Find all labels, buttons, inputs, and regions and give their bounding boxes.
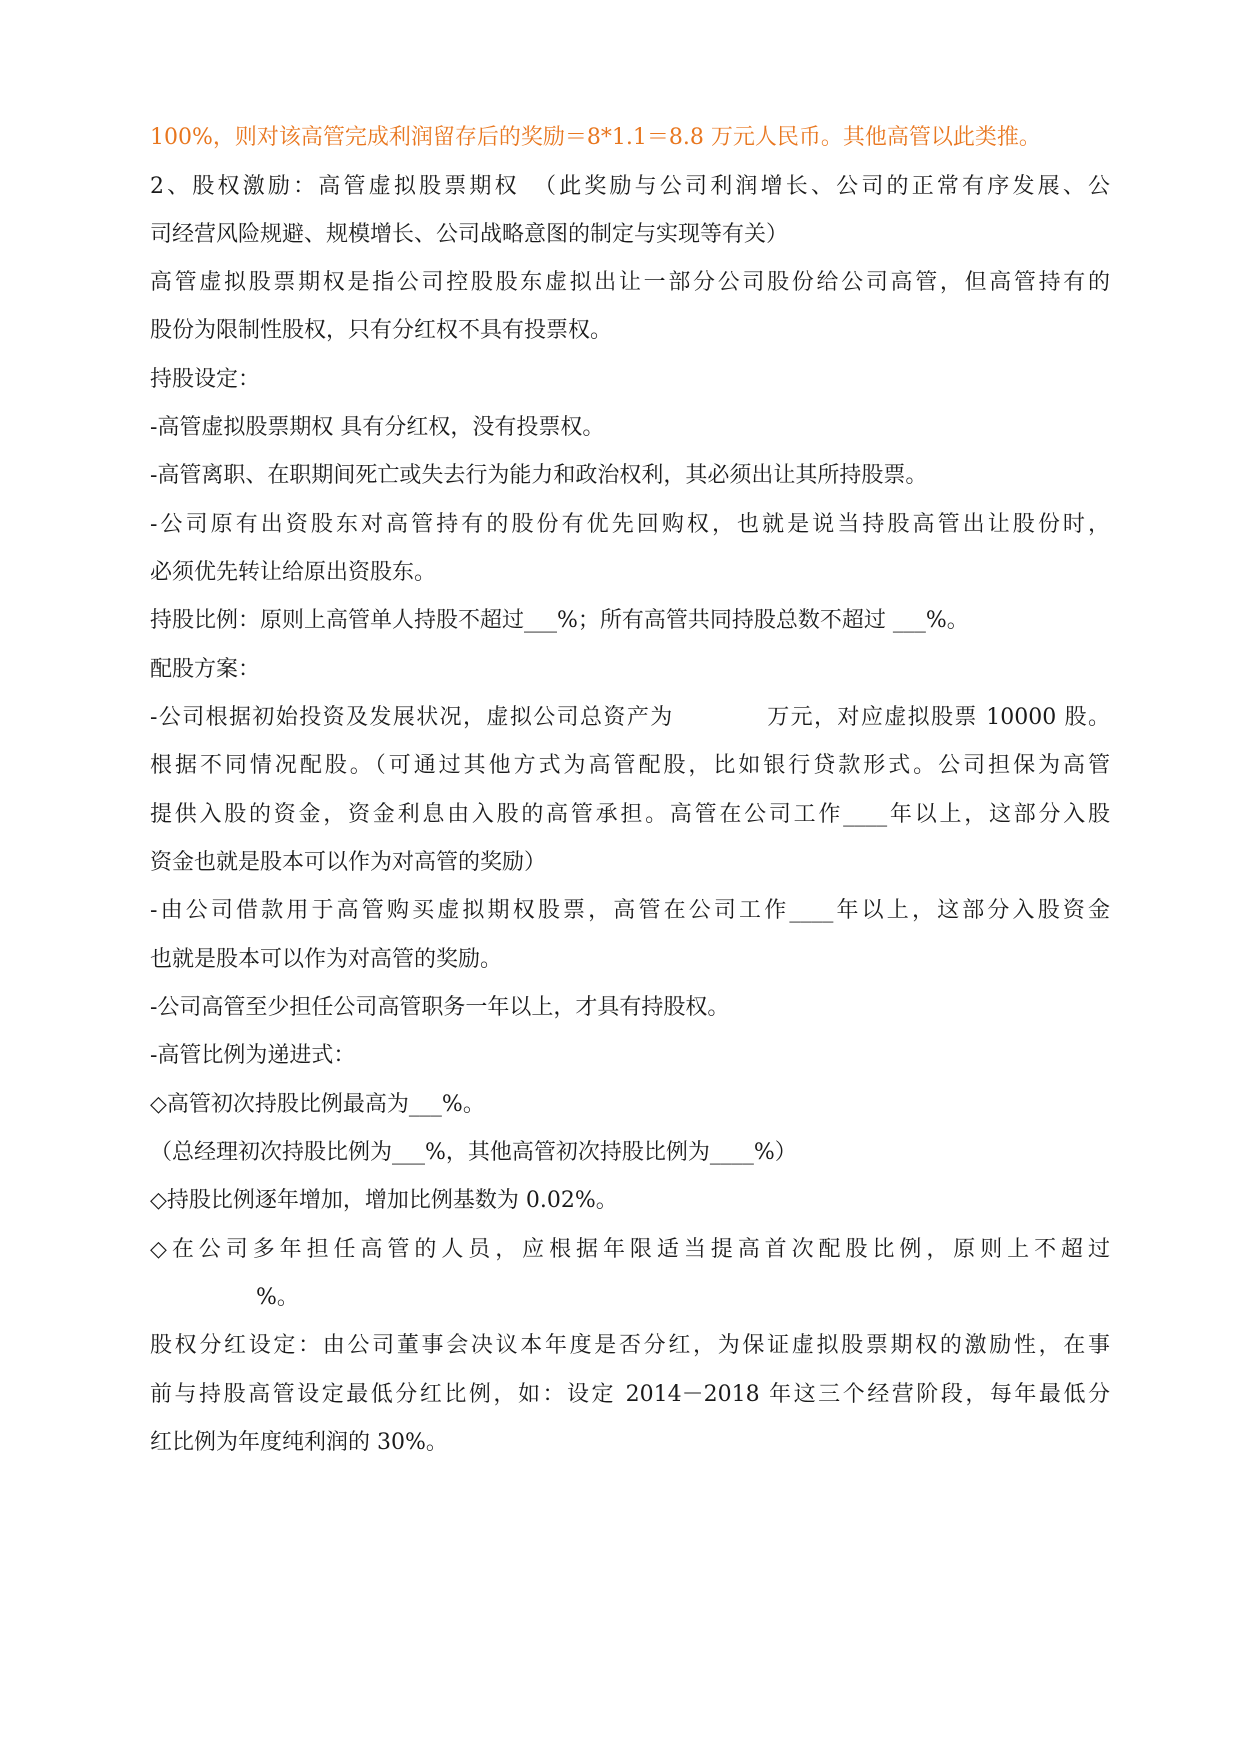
paragraph-line: 持股比例：原则上高管单人持股不超过___%；所有高管共同持股总数不超过 ___%。 (150, 608, 969, 633)
paragraph-line: ◇在公司多年担任高管的人员，应根据年限适当提高首次配股比例，原则上不超过 (150, 1237, 1110, 1262)
paragraph-line: %。 (256, 1285, 299, 1310)
paragraph-line: 配股方案： (150, 657, 261, 682)
paragraph-line: 持股设定： (150, 367, 261, 392)
paragraph-line: -高管虚拟股票期权 具有分红权，没有投票权。 (150, 415, 605, 440)
paragraph-line: 红比例为年度纯利润的 30%。 (150, 1430, 448, 1455)
paragraph-line: 司经营风险规避、规模增长、公司战略意图的制定与实现等有关） (150, 222, 789, 247)
paragraph-line: 100%，则对该高管完成利润留存后的奖励＝8*1.1＝8.8 万元人民币。其他高管以此类推。 (150, 125, 1041, 150)
paragraph-line: -高管离职、在职期间死亡或失去行为能力和政治权利，其必须出让其所持股票。 (150, 463, 928, 488)
paragraph-line: 股权分红设定：由公司董事会决议本年度是否分红，为保证虚拟股票期权的激励性，在事 (150, 1333, 1110, 1358)
paragraph-line: （总经理初次持股比例为___%，其他高管初次持股比例为____%） (150, 1140, 797, 1165)
paragraph-line: 高管虚拟股票期权是指公司控股股东虚拟出让一部分公司股份给公司高管，但高管持有的 (150, 270, 1110, 295)
paragraph-line: 根据不同情况配股。（可通过其他方式为高管配股，比如银行贷款形式。公司担保为高管 (150, 753, 1110, 778)
paragraph-line: ◇持股比例逐年增加，增加比例基数为 0.02%。 (150, 1188, 618, 1213)
paragraph-line: ◇高管初次持股比例最高为___%。 (150, 1092, 485, 1117)
paragraph-line: 必须优先转让给原出资股东。 (150, 560, 437, 585)
paragraph-line: 前与持股高管设定最低分红比例，如：设定 2014－2018 年这三个经营阶段，每年最低分 (150, 1382, 1110, 1407)
paragraph-line: -公司原有出资股东对高管持有的股份有优先回购权，也就是说当持股高管出让股份时， (150, 512, 1110, 537)
paragraph-line: -公司根据初始投资及发展状况，虚拟公司总资产为 万元，对应虚拟股票 10000 股。 (150, 705, 1110, 730)
paragraph-line: 股份为限制性股权，只有分红权不具有投票权。 (150, 318, 613, 343)
paragraph-line: -公司高管至少担任公司高管职务一年以上，才具有持股权。 (150, 995, 730, 1020)
paragraph-line: 也就是股本可以作为对高管的奖励。 (150, 947, 503, 972)
paragraph-line: 提供入股的资金，资金利息由入股的高管承担。高管在公司工作____年以上，这部分入股 (150, 802, 1110, 827)
paragraph-line: -高管比例为递进式： (150, 1043, 356, 1068)
paragraph-line: 资金也就是股本可以作为对高管的奖励） (150, 850, 547, 875)
paragraph-line: 2、股权激励：高管虚拟股票期权 （此奖励与公司利润增长、公司的正常有序发展、公 (150, 174, 1110, 199)
paragraph-line: -由公司借款用于高管购买虚拟期权股票，高管在公司工作____年以上，这部分入股资金 (150, 898, 1110, 923)
